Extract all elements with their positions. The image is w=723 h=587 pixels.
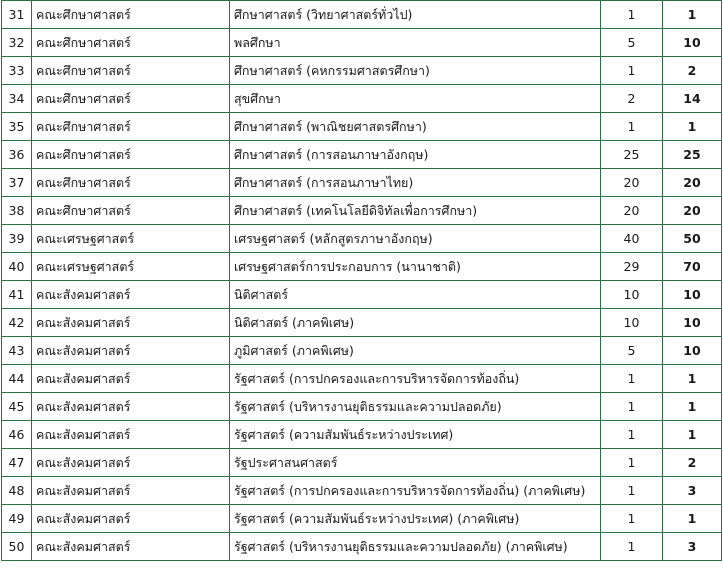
quota-b-cell: 2 (663, 449, 722, 477)
table-row (2, 29, 722, 57)
faculty-cell: คณะเศรษฐศาสตร์ (32, 253, 230, 281)
program-cell: พลศึกษา (230, 29, 601, 57)
program-cell: ศึกษาศาสตร์ (คหกรรมศาสตรศึกษา) (230, 57, 601, 85)
quota-a-cell: 10 (601, 281, 663, 309)
quota-a-cell: 1 (601, 113, 663, 141)
admission-quota-table (1, 0, 722, 561)
program-cell: นิติศาสตร์ (230, 281, 601, 309)
table-row (2, 113, 722, 141)
faculty-cell: คณะศึกษาศาสตร์ (32, 29, 230, 57)
row-number-cell: 45 (2, 393, 32, 421)
program-cell: สุขศึกษา (230, 85, 601, 113)
quota-b-cell: 3 (663, 477, 722, 505)
quota-a-cell: 1 (601, 1, 663, 29)
faculty-cell: คณะศึกษาศาสตร์ (32, 197, 230, 225)
quota-b-cell: 1 (663, 365, 722, 393)
quota-b-cell: 10 (663, 337, 722, 365)
table-row (2, 477, 722, 505)
program-cell: รัฐศาสตร์ (บริหารงานยุติธรรมและความปลอดภัย) (ภาคพิเศษ) (230, 533, 601, 561)
table-row (2, 225, 722, 253)
row-number-cell: 34 (2, 85, 32, 113)
program-cell: ศึกษาศาสตร์ (พาณิชยศาสตรศึกษา) (230, 113, 601, 141)
faculty-cell: คณะสังคมศาสตร์ (32, 533, 230, 561)
quota-a-cell: 1 (601, 393, 663, 421)
quota-b-cell: 10 (663, 309, 722, 337)
quota-b-cell: 25 (663, 141, 722, 169)
faculty-cell: คณะสังคมศาสตร์ (32, 281, 230, 309)
table-body (2, 1, 722, 561)
quota-b-cell: 10 (663, 29, 722, 57)
quota-a-cell: 1 (601, 533, 663, 561)
row-number-cell: 42 (2, 309, 32, 337)
program-cell: รัฐศาสตร์ (ความสัมพันธ์ระหว่างประเทศ) (ภาคพิเศษ) (230, 505, 601, 533)
quota-a-cell: 1 (601, 449, 663, 477)
table-row (2, 505, 722, 533)
quota-a-cell: 1 (601, 505, 663, 533)
faculty-cell: คณะศึกษาศาสตร์ (32, 57, 230, 85)
quota-b-cell: 1 (663, 1, 722, 29)
row-number-cell: 36 (2, 141, 32, 169)
program-cell: รัฐศาสตร์ (การปกครองและการบริหารจัดการท้องถิ่น) (230, 365, 601, 393)
faculty-cell: คณะศึกษาศาสตร์ (32, 169, 230, 197)
program-cell: รัฐศาสตร์ (ความสัมพันธ์ระหว่างประเทศ) (230, 421, 601, 449)
quota-a-cell: 20 (601, 197, 663, 225)
faculty-cell: คณะเศรษฐศาสตร์ (32, 225, 230, 253)
faculty-cell: คณะสังคมศาสตร์ (32, 449, 230, 477)
faculty-cell: คณะศึกษาศาสตร์ (32, 85, 230, 113)
row-number-cell: 37 (2, 169, 32, 197)
faculty-cell: คณะสังคมศาสตร์ (32, 477, 230, 505)
table-row (2, 169, 722, 197)
quota-a-cell: 25 (601, 141, 663, 169)
program-cell: รัฐศาสตร์ (การปกครองและการบริหารจัดการท้องถิ่น) (ภาคพิเศษ) (230, 477, 601, 505)
program-cell: ศึกษาศาสตร์ (การสอนภาษาอังกฤษ) (230, 141, 601, 169)
faculty-cell: คณะศึกษาศาสตร์ (32, 141, 230, 169)
faculty-cell: คณะสังคมศาสตร์ (32, 421, 230, 449)
quota-b-cell: 70 (663, 253, 722, 281)
table-row (2, 533, 722, 561)
table-row (2, 365, 722, 393)
table-row (2, 57, 722, 85)
program-cell: เศรษฐศาสตร์ (หลักสูตรภาษาอังกฤษ) (230, 225, 601, 253)
program-cell: นิติศาสตร์ (ภาคพิเศษ) (230, 309, 601, 337)
row-number-cell: 43 (2, 337, 32, 365)
row-number-cell: 35 (2, 113, 32, 141)
table-row (2, 141, 722, 169)
quota-b-cell: 1 (663, 113, 722, 141)
quota-b-cell: 1 (663, 505, 722, 533)
program-cell: ศึกษาศาสตร์ (เทคโนโลยีดิจิทัลเพื่อการศึกษา) (230, 197, 601, 225)
quota-a-cell: 29 (601, 253, 663, 281)
quota-a-cell: 5 (601, 337, 663, 365)
program-cell: ภูมิศาสตร์ (ภาคพิเศษ) (230, 337, 601, 365)
row-number-cell: 50 (2, 533, 32, 561)
quota-a-cell: 5 (601, 29, 663, 57)
faculty-cell: คณะสังคมศาสตร์ (32, 365, 230, 393)
program-cell: เศรษฐศาสตร์การประกอบการ (นานาชาติ) (230, 253, 601, 281)
faculty-cell: คณะสังคมศาสตร์ (32, 505, 230, 533)
row-number-cell: 41 (2, 281, 32, 309)
quota-b-cell: 3 (663, 533, 722, 561)
quota-b-cell: 14 (663, 85, 722, 113)
table-row (2, 337, 722, 365)
row-number-cell: 47 (2, 449, 32, 477)
table-row (2, 253, 722, 281)
table-row (2, 421, 722, 449)
row-number-cell: 48 (2, 477, 32, 505)
quota-b-cell: 20 (663, 197, 722, 225)
program-cell: รัฐศาสตร์ (บริหารงานยุติธรรมและความปลอดภัย) (230, 393, 601, 421)
table-row (2, 85, 722, 113)
faculty-cell: คณะศึกษาศาสตร์ (32, 113, 230, 141)
faculty-cell: คณะสังคมศาสตร์ (32, 393, 230, 421)
row-number-cell: 31 (2, 1, 32, 29)
quota-b-cell: 1 (663, 393, 722, 421)
table-row (2, 309, 722, 337)
row-number-cell: 49 (2, 505, 32, 533)
faculty-cell: คณะสังคมศาสตร์ (32, 309, 230, 337)
row-number-cell: 46 (2, 421, 32, 449)
quota-a-cell: 1 (601, 421, 663, 449)
table-row (2, 197, 722, 225)
quota-a-cell: 2 (601, 85, 663, 113)
row-number-cell: 40 (2, 253, 32, 281)
quota-b-cell: 20 (663, 169, 722, 197)
quota-b-cell: 1 (663, 421, 722, 449)
quota-b-cell: 2 (663, 57, 722, 85)
quota-a-cell: 1 (601, 57, 663, 85)
faculty-cell: คณะสังคมศาสตร์ (32, 337, 230, 365)
quota-a-cell: 1 (601, 365, 663, 393)
quota-b-cell: 10 (663, 281, 722, 309)
row-number-cell: 33 (2, 57, 32, 85)
faculty-cell: คณะศึกษาศาสตร์ (32, 1, 230, 29)
table-row (2, 449, 722, 477)
quota-b-cell: 50 (663, 225, 722, 253)
row-number-cell: 32 (2, 29, 32, 57)
table-row (2, 1, 722, 29)
quota-a-cell: 10 (601, 309, 663, 337)
program-cell: ศึกษาศาสตร์ (วิทยาศาสตร์ทั่วไป) (230, 1, 601, 29)
program-cell: ศึกษาศาสตร์ (การสอนภาษาไทย) (230, 169, 601, 197)
row-number-cell: 39 (2, 225, 32, 253)
quota-a-cell: 20 (601, 169, 663, 197)
quota-a-cell: 1 (601, 477, 663, 505)
row-number-cell: 44 (2, 365, 32, 393)
program-cell: รัฐประศาสนศาสตร์ (230, 449, 601, 477)
quota-a-cell: 40 (601, 225, 663, 253)
row-number-cell: 38 (2, 197, 32, 225)
table-row (2, 281, 722, 309)
table-row (2, 393, 722, 421)
